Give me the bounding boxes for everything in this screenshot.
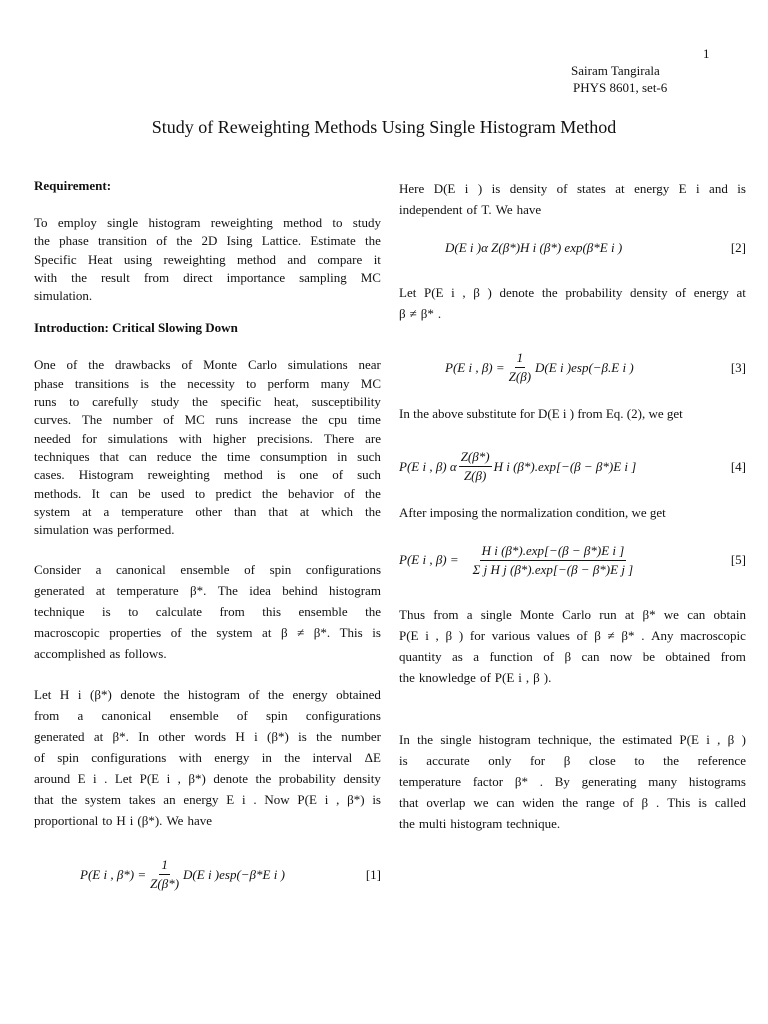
page-number: 1 [703,46,710,61]
author-name: Sairam Tangirala [571,63,660,78]
text-line: generated at temperature β*. The idea behind histogram [34,583,381,599]
text-line: runs to carefully study the specific heat, susceptibility [34,394,381,410]
substitute-line: In the above substitute for D(E i ) from Eq. (2), we get [399,406,683,421]
eq1-number: [1] [365,866,381,882]
eq3-numerator: 1 [515,350,526,368]
eq4-fraction [459,449,492,484]
eq2-number: [2] [730,240,746,255]
left-column [34,178,381,892]
equation-5 [399,543,746,578]
text-line: from a canonical ensemble of spin configurations [34,708,381,724]
text-line: simulation. [34,288,93,304]
text-line: of spin configurations with energy in the interval ΔE [34,750,381,766]
single-histogram-paragraph [399,729,746,834]
text-line: Here D(E i ) is density of states at energy E i and is [399,181,746,196]
course-set: PHYS 8601, set-6 [573,80,668,95]
text-line: that overlap we can widen the range of β . This is called [399,794,746,810]
text-line: P(E i , β ) for various values of β ≠ β* . Any macroscopic [399,627,746,643]
text-line: temperature factor β* . By generating many histograms [399,773,746,789]
ensemble-paragraph [34,559,381,664]
text-line: proportional to H i (β*). We have [34,813,212,829]
text-line: cases. Histogram reweighting method is one of such [34,467,381,483]
eq3-denominator: Z(β) [508,369,532,384]
eq1-rhs: D(E i )esp(−β*E i ) [183,866,285,882]
requirement-paragraph [34,214,381,305]
normalization-line: After imposing the normalization condition, we get [399,505,666,521]
eq3-number: [3] [730,359,746,375]
introduction-paragraph [34,356,381,539]
text-line: technique is to calculate from this ensemble the [34,604,381,620]
eq5-fraction [471,543,636,578]
text-line: β ≠ β* . [399,306,442,321]
eq5-lhs: P(E i , β) = [399,552,459,568]
document-title: Study of Reweighting Methods Using Single Histogram Method [151,117,617,137]
text-line: One of the drawbacks of Monte Carlo simulations near [34,357,381,373]
requirement-heading: Requirement: [34,178,112,193]
text-line: needed for simulations with higher precisions. There are [34,430,381,446]
text-line: techniques that can reduce the time consumption in such [34,448,381,464]
equation-4 [399,449,746,484]
eq4-rhs: H i (β*).exp[−(β − β*)E i ] [493,458,637,474]
right-column [399,178,746,834]
equation-3 [399,350,746,385]
eq1-numerator: 1 [159,857,170,875]
eq2-body: D(E i )α Z(β*)H i (β*) exp(β*E i ) [445,240,623,255]
text-line: Thus from a single Monte Carlo run at β* we can obtain [399,606,746,622]
text-line: accomplished as follows. [34,646,167,662]
eq3-rhs: D(E i )esp(−β.E i ) [535,359,634,375]
text-line: with the result from direct importance sampling MC [34,269,381,285]
text-line: methods. It can be used to predict the behavior of the [34,485,381,501]
text-line: curves. The number of MC runs increase the cpu time [34,412,381,428]
text-line: In the single histogram technique, the estimated P(E i , β ) [399,731,746,747]
text-line: independent of T. We have [399,202,542,217]
text-line: the phase transition of the 2D Ising Lattice. Estimate the [34,233,381,249]
text-line: the knowledge of P(E i , β ). [399,669,552,685]
eq4-numerator: Z(β*) [459,449,492,467]
eq5-denominator: Σ j H j (β*).exp[−(β − β*)E j ] [472,561,634,577]
eq5-number: [5] [730,552,746,568]
probability-paragraph [399,282,746,324]
eq4-number: [4] [730,458,746,474]
text-line: Specific Heat using reweighting method and compare it [34,251,381,267]
text-line: generated at β*. In other words H i (β*) is the number [34,729,381,745]
thus-paragraph [399,604,746,688]
text-line: simulation was performed. [34,522,175,538]
histogram-paragraph [34,684,381,831]
eq5-numerator: H i (β*).exp[−(β − β*)E i ] [480,543,627,561]
text-line: macroscopic properties of the system at β ≠ β*. This is [34,625,381,641]
equation-1 [34,857,381,892]
text-line: phase transitions is the necessity to perform many MC [34,375,381,391]
text-line: around E i . Let P(E i , β*) denote the probability density [34,771,381,787]
eq4-lhs: P(E i , β) α [399,458,457,474]
eq1-lhs: P(E i , β*) = [80,866,147,882]
text-line: quantity as a function of β can now be obtained from [399,648,746,664]
eq1-denominator: Z(β*) [150,876,180,892]
eq4-denominator: Z(β) [463,468,487,484]
eq1-fraction [148,857,181,892]
text-line: To employ single histogram reweighting method to study [34,215,381,230]
introduction-heading: Introduction: Critical Slowing Down [34,320,238,336]
eq3-fraction [507,350,533,385]
text-line: Let P(E i , β ) denote the probability density of energy at [399,285,746,300]
eq3-lhs: P(E i , β) = [445,359,505,375]
text-line: Consider a canonical ensemble of spin configurations [34,562,381,578]
text-line: the multi histogram technique. [399,815,561,831]
author-block [571,62,667,96]
text-line: that the system takes an energy E i . Now P(E i , β*) is [34,792,381,808]
text-line: system at a temperature other than that at which the [34,503,381,519]
density-paragraph [399,178,746,220]
text-line: Let H i (β*) denote the histogram of the energy obtained [34,687,381,703]
text-line: is accurate only for β close to the reference [399,752,746,768]
equation-2 [399,240,746,256]
